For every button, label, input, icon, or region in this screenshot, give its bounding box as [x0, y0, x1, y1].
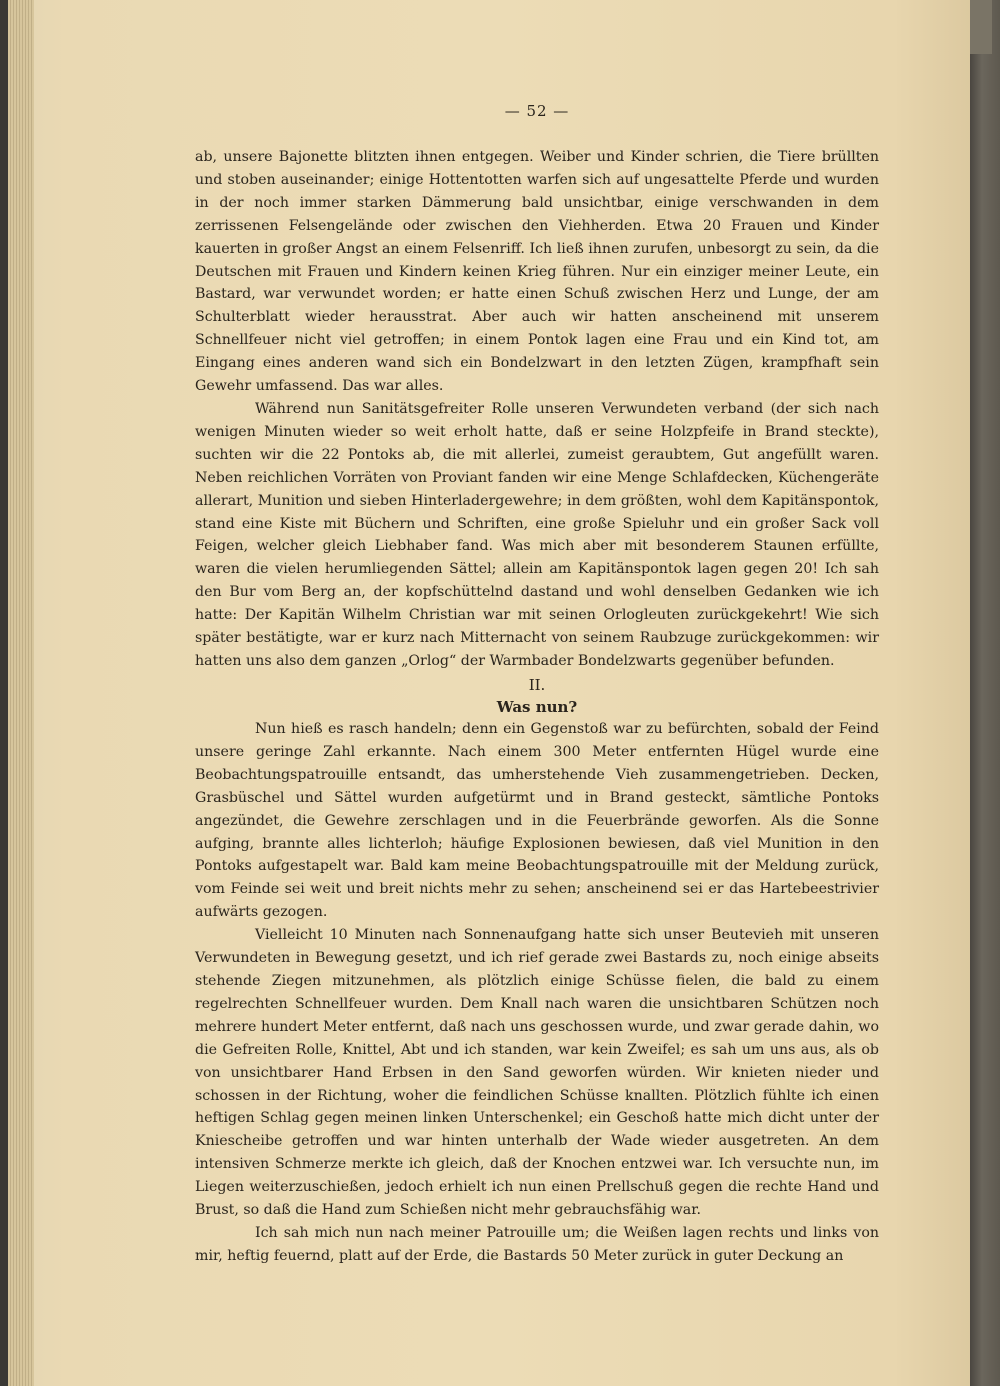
chapter-number: II. — [528, 676, 546, 694]
paragraph: Während nun Sanitätsgefreiter Rolle unseren Verwundeten verband (der sich nach wenigen Minuten wieder so weit erholt hatte, daß er seine Holzpfeife in Brand steckte), suchten wir die 22 Pontoks ab, die mit allerlei, zumeist geraubtem, Gut angefüllt waren. Neben reichlichen Vorräten von Proviant fanden wir eine Menge Schlafdecken, Küchengeräte allerart, Munition und sieben Hinterladergewehre; in dem größten, wohl dem Kapitänspontok, stand eine Kiste mit Büchern und Schriften, eine große Spieluhr und ein großer Sack voll Feigen, welcher gleich Liebhaber fand. Was mich aber mit besonderem Staunen erfüllte, waren die vielen herumliegenden Sättel; allein am Kapitänspontok lagen gegen 20! Ich sah den Bur vom Berg an, der kopfschüttelnd dastand und wohl denselben Gedanken wie ich hatte: Der Kapitän Wilhelm Christian war mit seinen Orlogleuten zurückgekehrt! Wie sich später bestätigte, war er kurz nach Mitternacht von seinem Raubzuge zurückgekommen: wir hatten uns also dem ganzen „Orlog“ der Warmbader Bondelzwarts gegenüber befunden. — [195, 400, 879, 669]
chapter-title: Was nun? — [496, 698, 578, 716]
cover-tab — [970, 0, 992, 54]
paragraph: ab, unsere Bajonette blitzten ihnen entgegen. Weiber und Kinder schrien, die Tiere brüllten und stoben auseinander; einige Hottentotten warfen sich auf ungesattelte Pferde und wurden in der noch immer starken Dämmerung bald unsichtbar, einige verschwanden in dem zerrissenen Felsengelände oder zwischen den Viehherden. Etwa 20 Frauen und Kinder kauerten in großer Angst an einem Felsenriff. Ich ließ ihnen zurufen, unbesorgt zu sein, da die Deutschen mit Frauen und Kindern keinen Krieg führen. Nur ein einziger meiner Leute, ein Bastard, war verwundet worden; er hatte einen Schuß zwischen Herz und Lunge, der am Schulterblatt wieder herausstrat. Aber auch wir hatten anscheinend mit unserem Schnellfeuer nicht viel getroffen; in einem Pontok lagen eine Frau und ein Kind tot, am Eingang eines anderen wand sich ein Bondelzwart in den letzten Zügen, krampfhaft sein Gewehr umfassend. Das war alles. — [195, 149, 879, 395]
section-one-text — [195, 146, 879, 673]
book-cover-edge — [970, 0, 1000, 1386]
page-edges — [8, 0, 34, 1386]
book-gutter — [0, 0, 8, 1386]
page-number: — 52 — — [504, 102, 570, 120]
paragraph: Ich sah mich nun nach meiner Patrouille um; die Weißen lagen rechts und links von mir, heftig feuernd, platt auf der Erde, die Bastards 50 Meter zurück in guter Deckung an — [195, 1224, 879, 1264]
section-two-text — [195, 674, 879, 1268]
paragraph: Vielleicht 10 Minuten nach Sonnenaufgang hatte sich unser Beutevieh mit unseren Verwundeten in Bewegung gesetzt, und ich rief gerade zwei Bastards zu, noch einige abseits stehende Ziegen mitzunehmen, als plötzlich einige Schüsse fielen, die bald zu einem regelrechten Schnellfeuer wurden. Dem Knall nach waren die unsichtbaren Schützen noch mehrere hundert Meter entfernt, daß nach uns geschossen wurde, und zwar gerade dahin, wo die Gefreiten Rolle, Knittel, Abt und ich standen, war kein Zweifel; es sah um uns aus, als ob von unsichtbarer Hand Erbsen in den Sand geworfen würden. Wir knieten nieder und schossen in der Richtung, woher die feindlichen Schüsse knallten. Plötzlich fühlte ich einen heftigen Schlag gegen meinen linken Unterschenkel; ein Geschoß hatte mich dicht unter der Kniescheibe getroffen und war hinten unterhalb der Wade wieder ausgetreten. An dem intensiven Schmerze merkte ich gleich, daß der Knochen entzwei war. Ich versuchte nun, im Liegen weiterzuschießen, jedoch erhielt ich nun einen Prellschuß gegen die rechte Hand und Brust, so daß die Hand zum Schießen nicht mehr gebrauchsfähig war. — [195, 927, 879, 1219]
paragraph: Nun hieß es rasch handeln; denn ein Gegenstoß war zu befürchten, sobald der Feind unsere geringe Zahl erkannte. Nach einem 300 Meter entfernten Hügel wurde eine Beobachtungspatrouille entsandt, das umherstehende Vieh zusammengetrieben. Decken, Grasbüschel und Sättel wurden aufgetürmt und in Brand gesteckt, sämtliche Pontoks angezündet, die Gewehre zerschlagen und in die Feuerbrände geworfen. Als die Sonne aufging, brannte alles lichterloh; häufige Explosionen bewiesen, daß viel Munition in den Pontoks aufgestapelt war. Bald kam meine Beobachtungspatrouille mit der Meldung zurück, vom Feinde sei weit und breit nichts mehr zu sehen; anscheinend sei er das Hartebeestrivier aufwärts gezogen. — [195, 721, 879, 921]
